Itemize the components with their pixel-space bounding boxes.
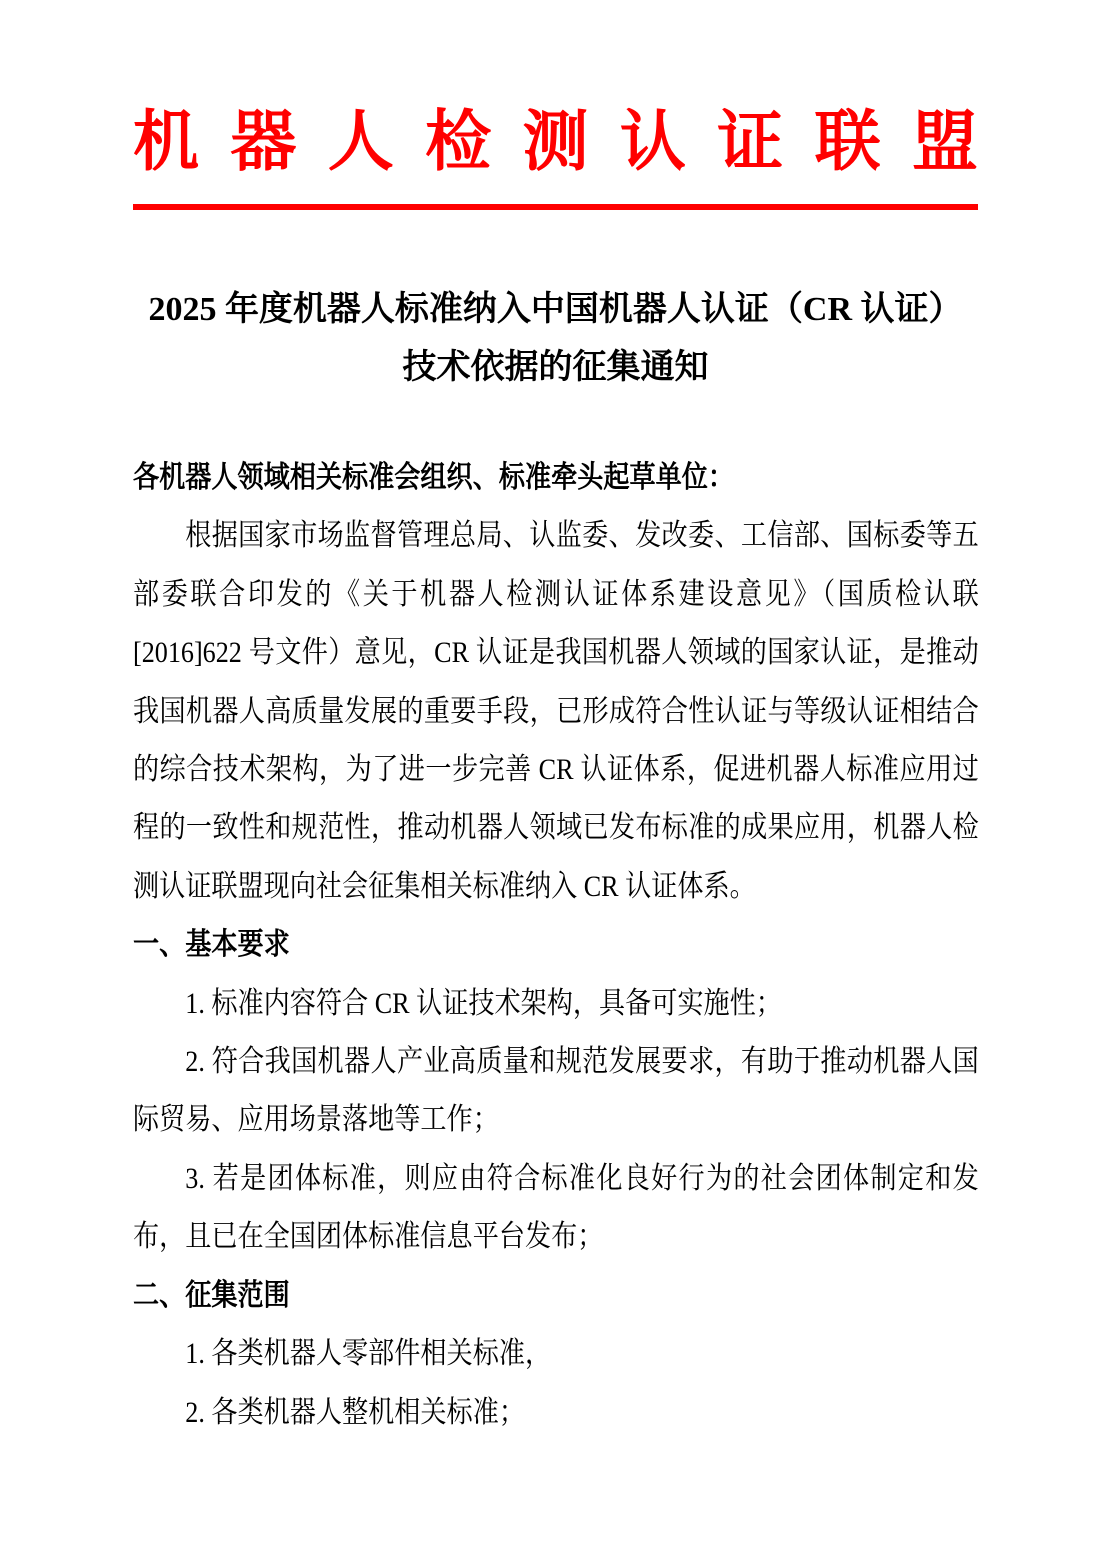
section-1-item-2: 2. 符合我国机器人产业高质量和规范发展要求，有助于推动机器人国际贸易、应用场景落地等工作； xyxy=(133,1045,979,1137)
org-name-char: 人 xyxy=(327,104,394,178)
document-content xyxy=(133,0,978,1442)
section-1-heading: 一、基本要求 xyxy=(133,928,290,962)
org-name-char: 器 xyxy=(230,104,297,178)
salutation-line: 各机器人领域相关标准会组织、标准牵头起草单位： xyxy=(133,461,734,494)
title-line-1: 2025 年度机器人标准纳入中国机器人认证（CR 认证） xyxy=(148,291,963,328)
intro-paragraph: 根据国家市场监督管理总局、认监委、发改委、工信部、国标委等五部委联合印发的《关于机器人检测认证体系建设意见》（国质检认联[2016]622 号文件）意见，CR 认证是我国机器人领域的国家认证，是推动我国机器人高质量发展的重要手段，已形成符合性认证与等级认证相结合的综合技术架构，为了进一步完善 CR 认证体系，促进机器人标准应用过程的一致性和规范性，推动机器人领域已发布标准的成果应用，机器人检测认证联盟现向社会征集相关标准纳入 CR 认证体系。 xyxy=(133,519,979,903)
org-name-char: 机 xyxy=(133,104,199,178)
org-name-char: 认 xyxy=(619,104,686,178)
org-name-char: 盟 xyxy=(912,104,978,178)
header-divider-rule xyxy=(133,204,978,210)
section-2-item-1: 1. 各类机器人零部件相关标准， xyxy=(185,1337,552,1371)
org-name-char: 证 xyxy=(717,104,784,178)
document-title xyxy=(133,281,978,397)
section-1-item-3: 3. 若是团体标准，则应由符合标准化良好行为的社会团体制定和发布，且已在全国团体标准信息平台发布； xyxy=(133,1161,979,1254)
section-2-item-2: 2. 各类机器人整机相关标准； xyxy=(185,1395,525,1429)
section-2-heading: 二、征集范围 xyxy=(133,1278,290,1312)
org-name xyxy=(133,0,978,176)
title-line-2: 技术依据的征集通知 xyxy=(402,349,709,386)
document-header xyxy=(133,0,978,210)
org-name-char: 联 xyxy=(814,104,881,178)
document-body xyxy=(133,449,979,1442)
section-1-item-1: 1. 标准内容符合 CR 认证技术架构，具备可实施性； xyxy=(185,986,782,1020)
org-name-char: 检 xyxy=(425,104,492,178)
org-name-char: 测 xyxy=(522,104,589,178)
